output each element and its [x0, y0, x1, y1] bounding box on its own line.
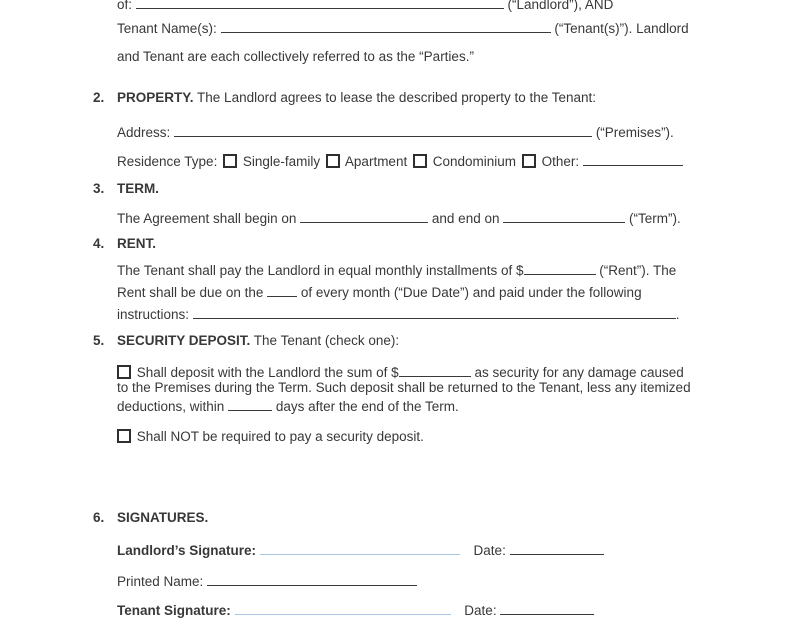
tenant-names-field: [221, 19, 551, 33]
address-field: [174, 123, 592, 137]
option-single-family-label: Single-family: [242, 154, 321, 169]
deposit-text-2: to the Premises during the Term. Such deposit shall be returned to the Tenant, less any itemized: [117, 380, 691, 395]
section-signatures-heading: [93, 510, 208, 526]
rent-line-1: [117, 261, 676, 279]
end-date-field: [503, 209, 625, 223]
landlord-date-label: Date:: [473, 543, 506, 558]
checkbox-other[interactable]: [522, 154, 536, 168]
deposit-option1-line-1: [117, 363, 684, 381]
deposit-option1-line-3: [117, 397, 459, 415]
checkbox-single-family[interactable]: [223, 154, 237, 168]
option-apartment-label: Apartment: [344, 154, 408, 169]
other-field: [583, 152, 683, 166]
residence-type-label: Residence Type:: [117, 154, 218, 169]
section-signatures-number: 6.: [93, 510, 105, 525]
section-deposit-heading: [93, 333, 399, 349]
tenant-defined-term: (“Tenant(s)”). Landlord: [554, 21, 689, 36]
rent-defined-term: (“Rent”). The: [599, 263, 677, 278]
checkbox-shall-deposit[interactable]: [117, 365, 131, 379]
property-description: The Landlord agrees to lease the described property to the Tenant:: [197, 90, 597, 105]
rent-text-2a: Rent shall be due on the: [117, 285, 264, 300]
landlord-name-field: [136, 0, 504, 9]
address-line: [117, 123, 674, 141]
deposit-days-field: [228, 397, 272, 411]
rent-text-3b: .: [675, 307, 680, 322]
landlord-signature-field[interactable]: [260, 541, 460, 555]
printed-name-line: [117, 572, 417, 590]
tenant-date-field: [500, 601, 594, 615]
start-date-field: [300, 209, 428, 223]
residence-type-line: [117, 152, 683, 170]
term-title: TERM.: [117, 181, 159, 196]
rent-title: RENT.: [117, 236, 157, 251]
rent-line-2: [117, 283, 642, 301]
checkbox-condominium[interactable]: [413, 154, 427, 168]
term-defined-term: (“Term”).: [629, 211, 681, 226]
premises-defined-term: (“Premises”).: [595, 125, 674, 140]
tenant-signature-field[interactable]: [235, 601, 451, 615]
landlord-date-field: [510, 541, 604, 555]
address-label: Address:: [117, 125, 171, 140]
parties-text: and Tenant are each collectively referred to as the “Parties.”: [117, 49, 474, 64]
option-condominium-label: Condominium: [432, 154, 517, 169]
option-other-label: Other:: [541, 154, 580, 169]
landlord-name-line: [117, 0, 613, 13]
section-rent-heading: [93, 236, 156, 252]
deposit-text-3a: deductions, within: [117, 399, 225, 414]
printed-name-field: [207, 572, 417, 586]
parties-line: [117, 49, 474, 65]
checkbox-apartment[interactable]: [326, 154, 340, 168]
checkbox-no-deposit[interactable]: [117, 429, 131, 443]
deposit-text-1a: Shall deposit with the Landlord the sum of $: [136, 365, 399, 380]
rent-amount-field: [524, 261, 596, 275]
tenant-signature-label: Tenant Signature:: [117, 603, 231, 618]
of-label: of:: [117, 0, 133, 12]
no-deposit-text: Shall NOT be required to pay a security deposit.: [136, 429, 424, 444]
deposit-description: The Tenant (check one):: [253, 333, 400, 348]
due-day-field: [267, 283, 297, 297]
section-property-heading: [93, 90, 596, 106]
deposit-text-1b: as security for any damage caused: [474, 365, 684, 380]
term-dates-line: [117, 209, 681, 227]
payment-instructions-field: [193, 305, 676, 319]
section-deposit-number: 5.: [93, 333, 105, 348]
rent-text-1a: The Tenant shall pay the Landlord in equal monthly installments of $: [117, 263, 524, 278]
property-title: PROPERTY.: [117, 90, 194, 105]
section-rent-number: 4.: [93, 236, 105, 251]
landlord-defined-term: (“Landlord”), AND: [507, 0, 614, 12]
rent-text-2b: of every month (“Due Date”) and paid under the following: [300, 285, 642, 300]
tenant-date-label: Date:: [464, 603, 497, 618]
instructions-label: instructions:: [117, 307, 190, 322]
rent-line-3: [117, 305, 680, 323]
deposit-amount-field: [399, 363, 471, 377]
deposit-option1-line-2: [117, 380, 691, 396]
deposit-text-3b: days after the end of the Term.: [275, 399, 459, 414]
printed-name-label: Printed Name:: [117, 574, 204, 589]
deposit-option2-line: [117, 429, 424, 445]
tenant-names-label: Tenant Name(s):: [117, 21, 217, 36]
signatures-title: SIGNATURES.: [117, 510, 209, 525]
tenant-signature-line: [117, 601, 594, 619]
landlord-signature-label: Landlord’s Signature:: [117, 543, 257, 558]
section-term-heading: [93, 181, 159, 197]
deposit-title: SECURITY DEPOSIT.: [117, 333, 251, 348]
section-property-number: 2.: [93, 90, 105, 105]
landlord-signature-line: [117, 541, 604, 559]
term-and-end-text: and end on: [431, 211, 500, 226]
term-begin-text: The Agreement shall begin on: [117, 211, 297, 226]
section-term-number: 3.: [93, 181, 105, 196]
tenant-name-line: [117, 19, 689, 37]
